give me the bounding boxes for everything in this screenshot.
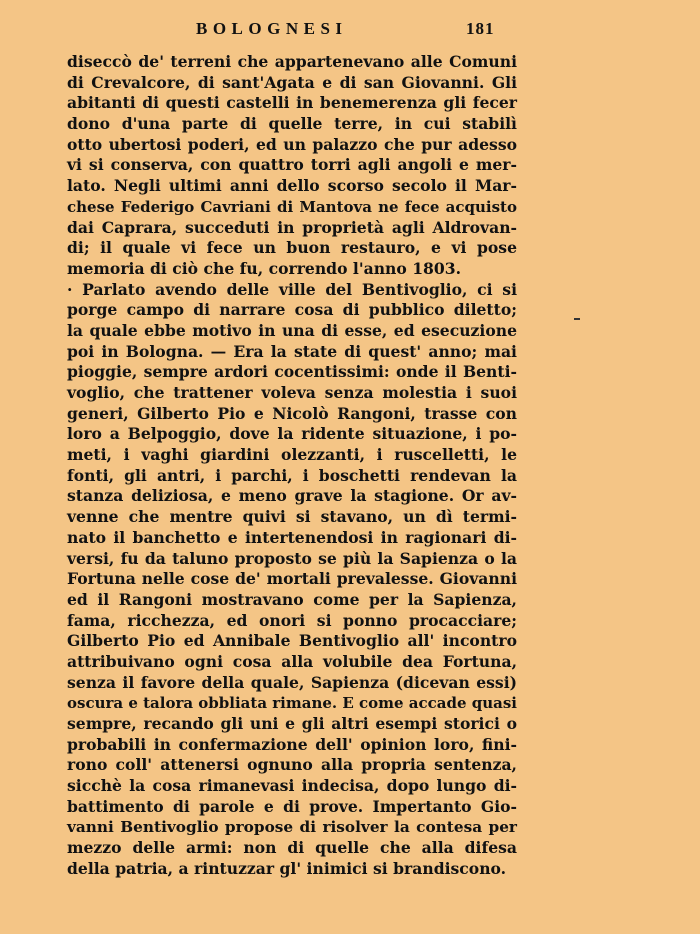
text-line: della patria, a rintuzzar gl' inimici si brandiscono. [67, 858, 507, 878]
text-line: poi in Bologna. — Era la state di quest' anno; mai [67, 341, 517, 361]
text-line: versi, fu da taluno proposto se più la Sapienza o la [67, 548, 517, 568]
text-line: generi, Gilberto Pio e Nicolò Rangoni, trasse con [67, 403, 517, 423]
text-line: dai Caprara, succeduti in proprietà agli Aldrovan- [67, 217, 517, 237]
text-line: porge campo di narrare cosa di pubblico diletto; [67, 300, 517, 320]
text-line: voglio, che trattener voleva senza molestia i suoi [67, 383, 517, 402]
text-line: mezzo delle armi: non di quelle che alla difesa [67, 838, 517, 858]
text-line: pioggie, sempre ardori cocentissimi: onde il Benti- [67, 362, 517, 382]
text-line: attribuivano ogni cosa alla volubile dea Fortuna, [67, 651, 517, 671]
text-line: rono coll' attenersi ognuno alla propria sentenza, [67, 755, 517, 775]
text-line: fonti, gli antri, i parchi, i boschetti rendevan la [67, 465, 517, 485]
text-line: probabili in confermazione dell' opinion loro, fini- [67, 734, 517, 754]
text-line: diseccò de' terreni che appartenevano alle Comuni [67, 52, 517, 71]
text-line: senza il favore della quale, Sapienza (dicevan essi) [67, 672, 517, 692]
text-line: meti, i vaghi giardini olezzanti, i ruscelletti, le [67, 445, 517, 465]
text-line: vi si conserva, con quattro torri agli angoli e mer- [67, 155, 517, 175]
text-line: abitanti di questi castelli in benemerenza gli fecer [67, 93, 517, 113]
text-line: Fortuna nelle cose de' mortali prevalesse. Giovanni [67, 569, 517, 589]
text-line: la quale ebbe motivo in una di esse, ed esecuzione [67, 320, 517, 340]
page-number: 181 [466, 19, 495, 38]
text-line: battimento di parole e di prove. Impertanto Gio- [67, 796, 517, 816]
text-line: stanza deliziosa, e meno grave la stagione. Or av- [67, 486, 517, 506]
margin-mark [574, 318, 580, 320]
text-line: otto ubertosi poderi, ed un palazzo che pur adesso [67, 134, 517, 154]
body-text [67, 52, 517, 880]
text-line: di; il quale vi fece un buon restauro, e vi pose [67, 238, 517, 258]
text-line: fama, ricchezza, ed onori si ponno procacciare; [67, 610, 517, 630]
text-line: loro a Belpoggio, dove la ridente situazione, i po- [67, 424, 517, 444]
text-line: sicchè la cosa rimanevasi indecisa, dopo lungo di- [67, 776, 517, 796]
text-line: vanni Bentivoglio propose di risolver la contesa per [67, 818, 517, 837]
text-line: di Crevalcore, di sant'Agata e di san Giovanni. Gli [67, 72, 517, 92]
text-line: Gilberto Pio ed Annibale Bentivoglio all' incontro [67, 631, 517, 651]
text-line: nato il banchetto e intertenendosi in ragionari di- [67, 527, 517, 547]
text-line: chese Federigo Cavriani di Mantova ne fece acquisto [67, 197, 517, 216]
text-line: dono d'una parte di quelle terre, in cui stabilì [67, 114, 517, 134]
text-line: venne che mentre quivi si stavano, un dì termi- [67, 507, 517, 527]
running-head: BOLOGNESI [196, 19, 348, 38]
text-line: lato. Negli ultimi anni dello scorso secolo il Mar- [67, 176, 517, 196]
text-line: · Parlato avendo delle ville del Bentivoglio, ci si [67, 279, 517, 299]
text-line: oscura e talora obbliata rimane. E come accade quasi [67, 694, 517, 713]
text-line: sempre, recando gli uni e gli altri esempi storici o [67, 714, 517, 733]
text-line: memoria di ciò che fu, correndo l'anno 1803. [67, 258, 462, 278]
text-line: ed il Rangoni mostravano come per la Sapienza, [67, 589, 517, 609]
